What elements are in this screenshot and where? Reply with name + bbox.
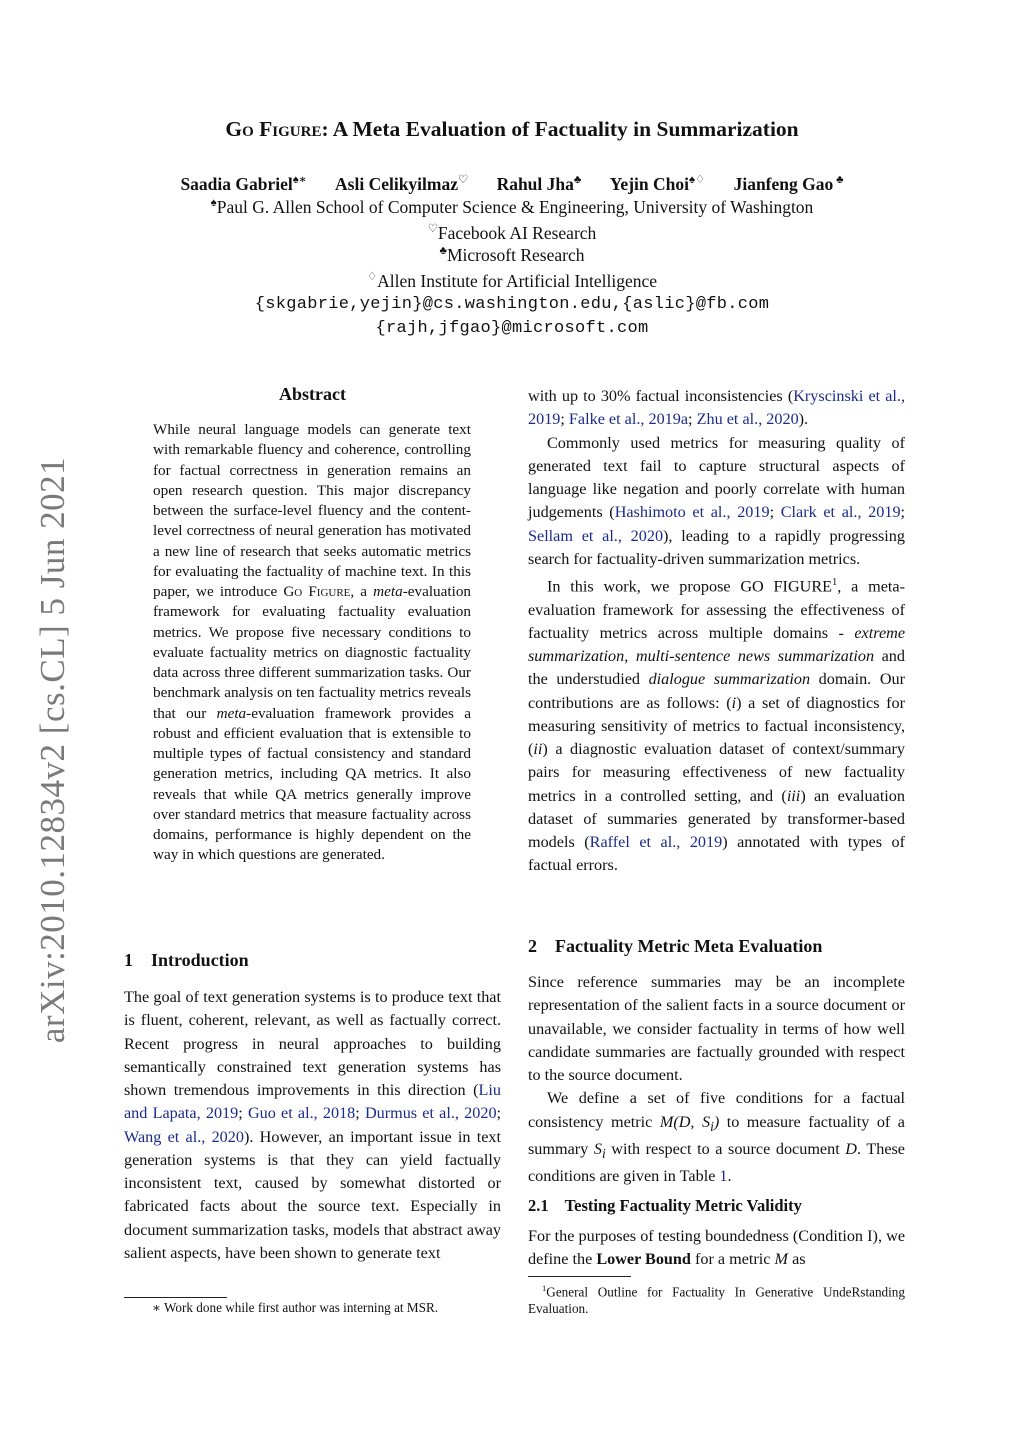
affiliation: ♢Allen Institute for Artificial Intelligence — [366, 270, 658, 291]
affiliation: ♠Paul G. Allen School of Computer Science & Engineering, University of Washington — [210, 197, 814, 217]
abstract-body: While neural language models can generate text with remarkable fluency and coherence, controlling for factual correctness in generation remains an open research question. This major discrepancy between the surface-level fluency and the content-level correctness of neural generation has motivated a new line of research that seeks automatic metrics for evaluating the factuality of machine text. In this paper, we introduce Go Figure, a meta-evaluation framework for evaluating factuality evaluation metrics. We propose five necessary conditions to evaluate factuality metrics on diagnostic factuality data across three different summarization tasks. Our benchmark analysis on ten factuality metrics reveals that our meta-evaluation framework provides a robust and efficient evaluation that is extensible to multiple types of factual consistency and standard generation metrics, including QA metrics. It also reveals that while QA metrics generally improve over standard metrics that measure factuality across domains, performance is highly dependent on the way in which questions are generated. — [153, 421, 472, 864]
author-emails: {skgabrie,yejin}@cs.washington.edu,{aslic}@fb.com — [254, 295, 770, 314]
section-2-body: Since reference summaries may be an incomplete representation of the salient facts in a source document or unavailable, we consider factuality in terms of how well candidate summaries are factually grounded with respect to the source document. We define a set of five conditions for a factual consistency metric M(D, $S_i$) to measure factuality of a summary $S_i$ with respect to a source document D. These conditions are given in Table 1. — [528, 973, 905, 1186]
citation-link[interactable]: Falke et al., 2019a — [568, 410, 689, 429]
author-emails: {rajh,jfgao}@microsoft.com — [375, 319, 649, 338]
footnote-rule — [124, 1297, 227, 1298]
author: Yejin Choi♠♢ — [609, 173, 706, 194]
arxiv-identifier-stamp: arXiv:2010.12834v2 [cs.CL] 5 Jun 2021 — [33, 456, 72, 1044]
subsection-2-1-body: For the purposes of testing boundedness (Condition I), we define the Lower Bound for a metric M as — [528, 1227, 905, 1269]
citation-link[interactable]: Raffel et al., 2019 — [589, 833, 723, 852]
affiliation: ♣Microsoft Research — [439, 245, 585, 265]
right-column-body: with up to 30% factual inconsistencies (Kryscinski et al., 2019; Falke et al., 2019a; Zhu et al., 2020). Commonly used metrics for measuring quality of generated text fail to capture structural aspects of language like negation and poorly correlate with human judgements (Hashimoto et al., 2019; Clark et al., 2019; Sellam et al., 2020), leading to a rapidly progressing search for factuality-driven summarization metrics. In this work, we propose GO FIGURE$^1$, a meta-evaluation framework for assessing the effectiveness of factuality metrics across multiple domains - extreme summarization, multi-sentence news summarization and the understudied dialogue summarization domain. Our contributions are as follows: (i) a set of diagnostics for measuring sensitivity of metrics to factual inconsistency, (ii) a diagnostic evaluation dataset of context/summary pairs for measuring effectiveness of new factuality metrics in a controlled setting, and (iii) an evaluation dataset of summaries generated by transformer-based models (Raffel et al., 2019) annotated with types of factual errors. — [528, 387, 906, 875]
author: Jianfeng Gao ♣ — [733, 173, 844, 194]
section-heading-introduction: 1 Introduction — [124, 950, 249, 970]
citation-link[interactable]: Hashimoto et al., 2019 — [614, 503, 770, 522]
section-heading-meta-evaluation: 2 Factuality Metric Meta Evaluation — [528, 936, 823, 956]
citation-link[interactable]: Durmus et al., 2020 — [364, 1104, 497, 1123]
introduction-body: The goal of text generation systems is to produce text that is fluent, coherent, relevant, as well as factually correct. Recent progress in neural approaches to building semantically constrained text generation systems has shown tremendous improvements in this direction (Liu and Lapata, 2019; Guo et al., 2018; Durmus et al., 2020; Wang et al., 2020). However, an important issue in text generation systems is that they can yield factually inconsistent text, caused by somewhat distorted or fabricated facts about the source text. Especially in document summarization tasks, models that abstract away salient aspects, have been shown to generate text — [124, 988, 502, 1262]
paper-title: Go Figure: A Meta Evaluation of Factuality in Summarization — [225, 117, 799, 141]
footnote-rule — [528, 1276, 631, 1277]
citation-link[interactable]: Clark et al., 2019 — [780, 503, 901, 522]
abstract-heading: Abstract — [279, 384, 346, 404]
subsection-heading-validity: 2.1 Testing Factuality Metric Validity — [528, 1196, 802, 1215]
citation-link[interactable]: Kryscinski et al., 2019 — [528, 387, 906, 429]
affiliation: ♡Facebook AI Research — [427, 222, 597, 243]
citation-link[interactable]: Liu and Lapata, 2019 — [124, 1081, 501, 1123]
citation-link[interactable]: Guo et al., 2018 — [247, 1104, 356, 1123]
footnote-marker[interactable]: 1 — [832, 577, 838, 588]
citation-link[interactable]: Zhu et al., 2020 — [696, 410, 799, 429]
citation-link[interactable]: Sellam et al., 2020 — [528, 526, 664, 545]
footnote-work-done: ∗ Work done while first author was interning at MSR. — [152, 1300, 439, 1315]
citation-link[interactable]: Wang et al., 2020 — [124, 1127, 244, 1146]
author: Rahul Jha♣ — [496, 173, 582, 194]
author: Saadia Gabriel♠∗ — [180, 173, 307, 194]
author: Asli Celikyilmaz♡ — [335, 173, 469, 194]
author-list — [0, 172, 1024, 195]
footnote-go-figure: $^1$General Outline for Factuality In Generative UndeRstanding Evaluation. — [528, 1283, 905, 1317]
table-reference-link[interactable]: 1 — [719, 1167, 728, 1186]
